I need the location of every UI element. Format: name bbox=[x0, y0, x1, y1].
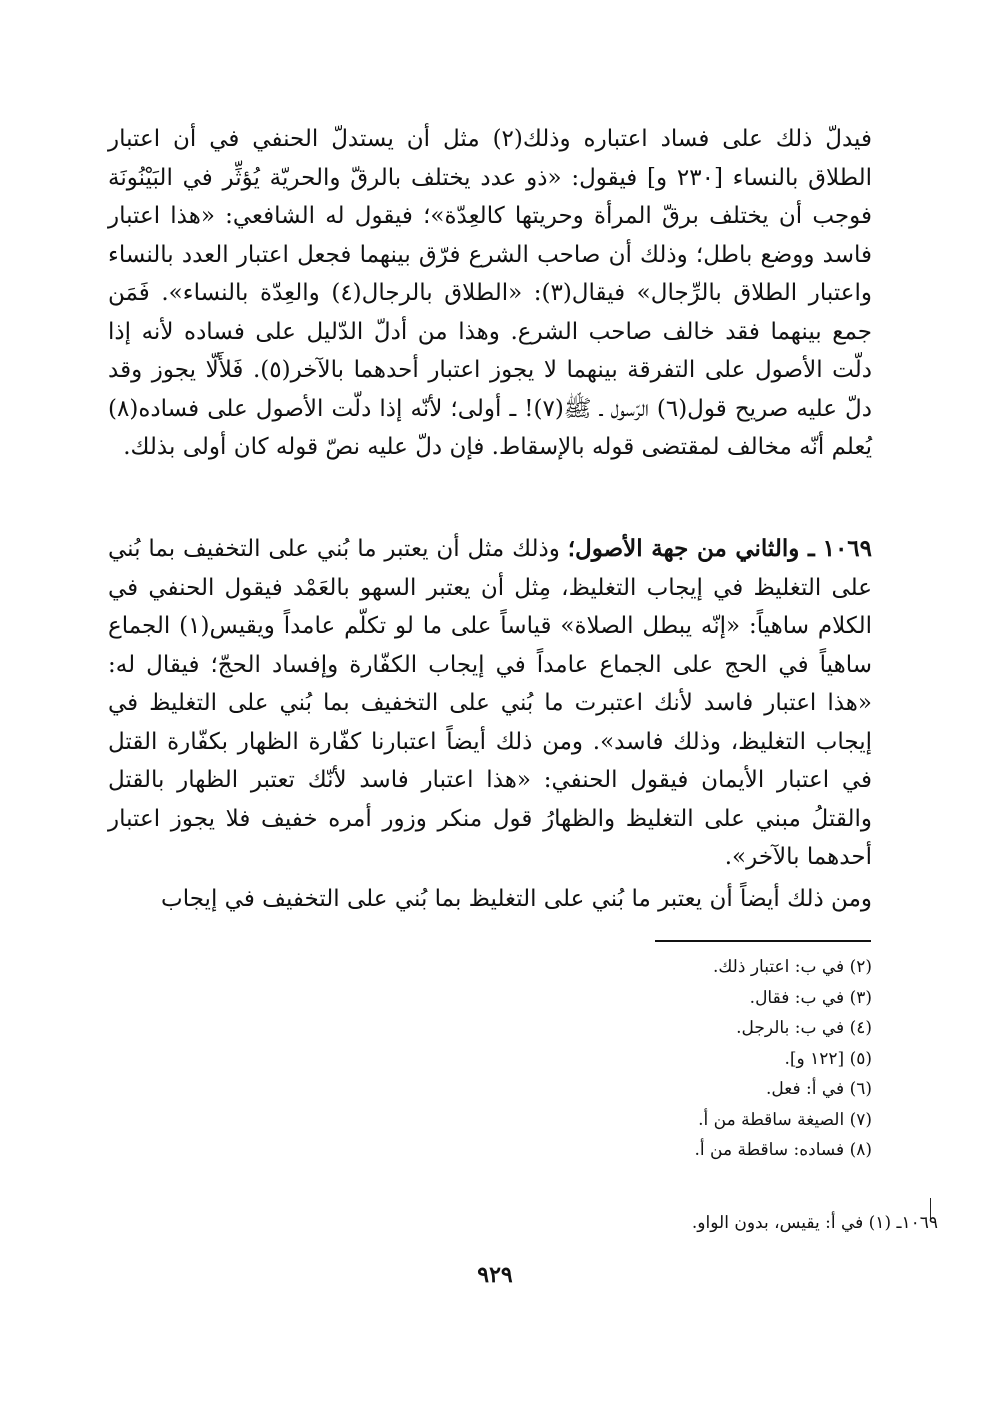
footnote-1069-1: ١٠٦٩ـ (١) في أ: يقيس، بدون الواو. bbox=[691, 1213, 938, 1233]
paragraph-1-text: فيدلّ ذلك على فساد اعتباره وذلك(٢) مثل أن يستدلّ الحنفي في أن اعتبار الطلاق بالنساء [٢٣٠ و] فيقول: «ذو عدد يختلف بالرقّ والحريّة يُؤثِّر في البَيْنُونَة فوجب أن يختلف برقّ المرأة وحريتها كالعِدّة»؛ فيقول له الشافعي: «هذا اعتبار فاسد ووضع باطل؛ وذلك أن صاحب الشرع فرّق بينهما فجعل اعتبار العدد بالنساء واعتبار الطلاق بالرِّجال» فيقال(٣): «الطلاق بالرجال(٤) والعِدّة بالنساء». فَمَن جمع بينهما فقد خالف صاحب الشرع. وهذا من أدلّ الدّليل على فساده لأنه إذا دلّت الأصول على التفرقة بينهما لا يجوز اعتبار أحدهما بالآخر(٥). فَلأَلّا يجوز وقد دلّ عليه صريح قول(٦) الرّسول ـ ﷺ(٧)! ـ أولى؛ لأنّه إذا دلّت الأصول على فساده(٨) يُعلم أنّه مخالف لمقتضى قوله بالإسقاط. فإن دلّ عليه نصّ قوله كان أولى بذلك. bbox=[108, 126, 873, 460]
paragraph-number: ١٠٦٩ bbox=[822, 535, 873, 562]
footnotes-list bbox=[560, 952, 872, 1166]
paragraph-1 bbox=[108, 120, 872, 467]
footnote-7: (٧) الصيغة ساقطة من أ. bbox=[698, 1109, 872, 1130]
footnote-3: (٣) في ب: فقال. bbox=[749, 987, 872, 1008]
footnote-8: (٨) فساده: ساقطة من أ. bbox=[694, 1140, 872, 1160]
paragraph-1069 bbox=[108, 530, 872, 877]
paragraph-3 bbox=[108, 880, 872, 919]
footnote-separator bbox=[655, 940, 871, 942]
page-number: ٩٢٩ bbox=[477, 1262, 513, 1288]
footnote-6: (٦) في أ: فعل. bbox=[766, 1079, 872, 1099]
footnote-4: (٤) في ب: بالرجل. bbox=[736, 1018, 872, 1038]
footnote-5: (٥) [١٢٢ و]. bbox=[784, 1048, 872, 1069]
paragraph-heading: ـ والثاني من جهة الأصول؛ bbox=[567, 535, 815, 562]
paragraph-1069-text: وذلك مثل أن يعتبر ما بُني على التخفيف بما بُني على التغليظ في إيجاب التغليظ، مِثل أن يعتبر السهو بالعَمْد فيقول الحنفي في الكلام ساهياً: «إنّه يبطل الصلاة» قياساً على ما لو تكلّم عامداً ويقيس(١) الجماع ساهياً في الحج على الجماع عامداً في إيجاب الكفّارة وإفساد الحجّ؛ فيقال له: «هذا اعتبار فاسد لأنك اعتبرت ما بُني على التخفيف بما بُني على التغليظ في إيجاب التغليظ، وذلك فاسد». ومن ذلك أيضاً اعتبارنا كفّارة الظهار بكفّارة القتل في اعتبار الأيمان فيقول الحنفي: «هذا اعتبار فاسد لأنّك تعتبر الظهار بالقتل والقتلُ مبني على التغليظ والظهارُ قول منكر وزور أمره خفيف فلا يجوز اعتبار أحدهما بالآخر». bbox=[108, 536, 872, 870]
footnote-2: (٢) في ب: اعتبار ذلك. bbox=[712, 957, 872, 977]
paragraph-3-text: ومن ذلك أيضاً أن يعتبر ما بُني على التغليظ بما بُني على التخفيف في إيجاب bbox=[161, 886, 872, 912]
